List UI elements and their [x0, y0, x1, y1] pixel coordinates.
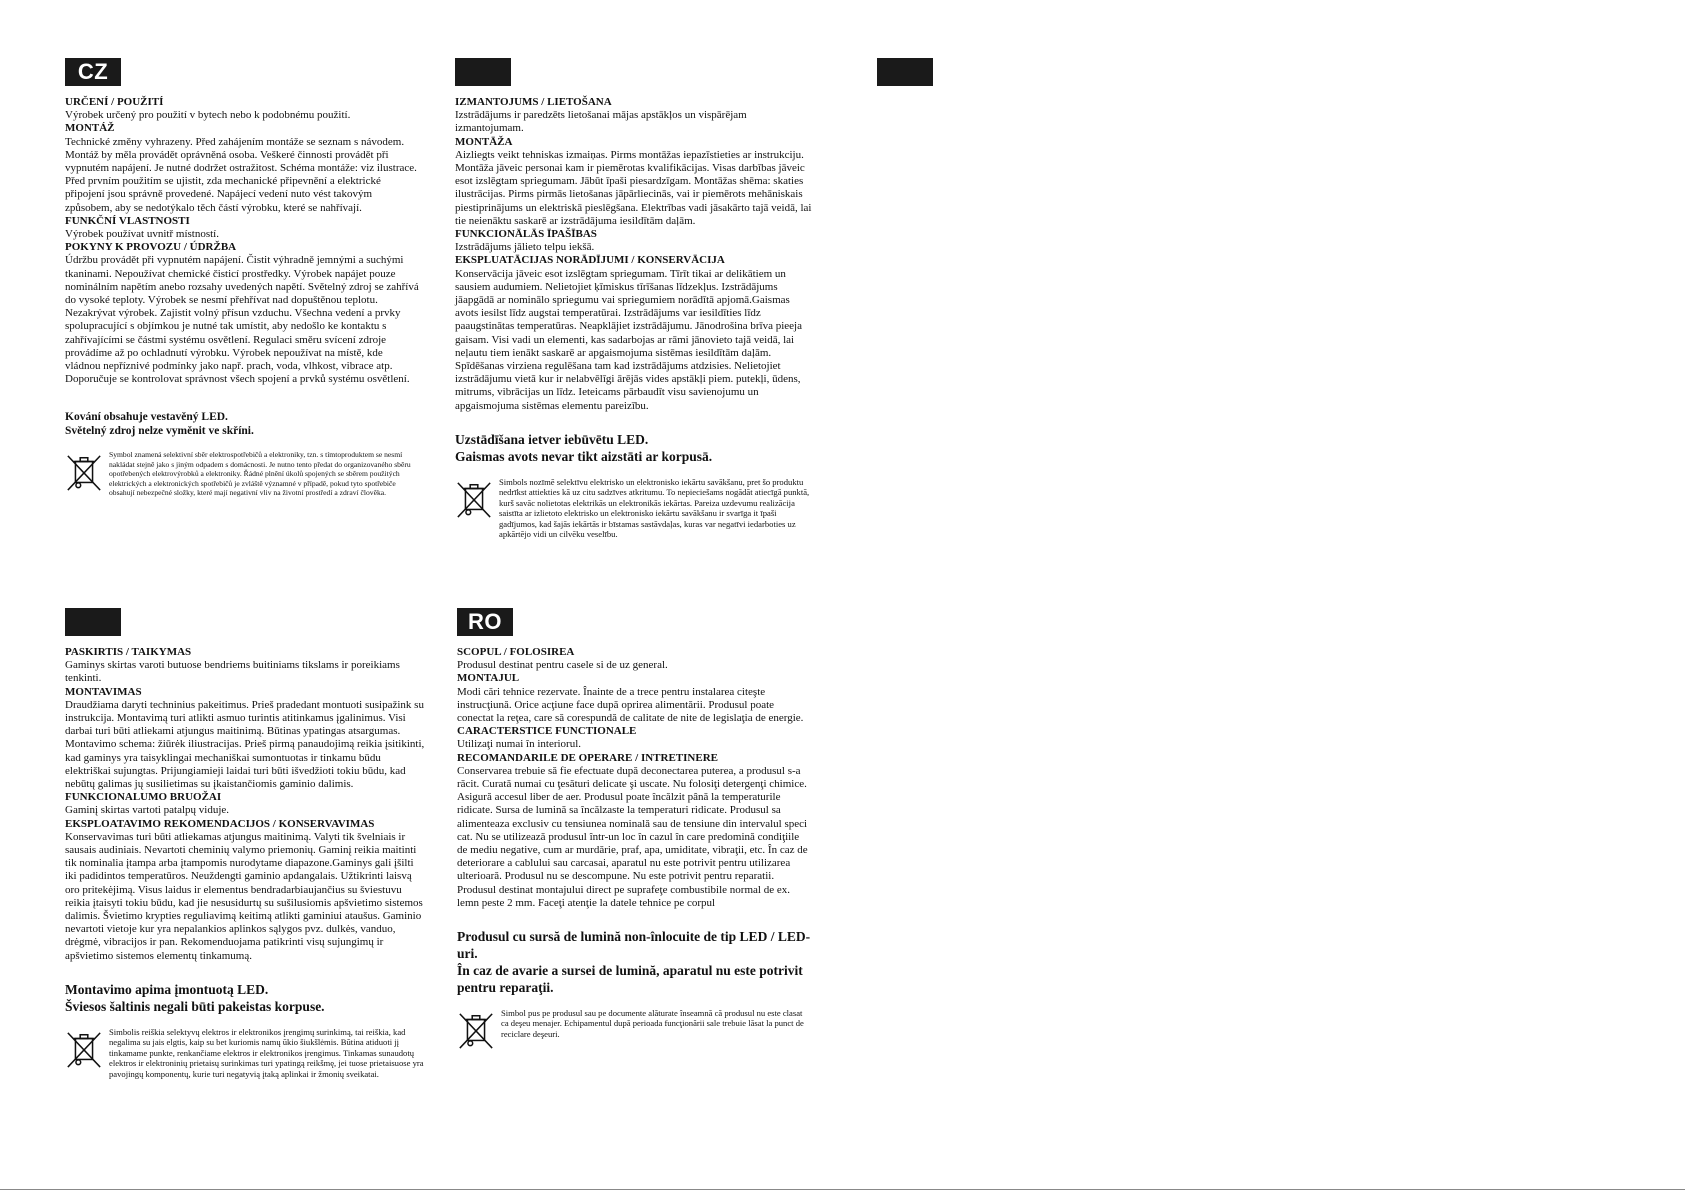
language-badge-ro: RO [457, 608, 513, 636]
led-note-line: Kování obsahuje vestavěný LED. [65, 411, 228, 424]
led-note-lv [455, 431, 815, 465]
language-badge-empty [877, 58, 933, 86]
led-note-line: Gaismas avots nevar tikt aizstāti ar korpusā. [455, 448, 713, 464]
section-body: Conservarea trebuie să fie efectuate după deconectarea puterea, a produsul s-a răcit. Curată numai cu ţesături delicate şi uscate. Nu folosiţi detergenţi chimice. Asigură accesul liber de aer. Produsul poate încălzit până la temperaturile ridicate. Sursa de lumină sa încălzaste la temperaturi ridicate. Produsul sa alimenteaza exclusiv cu tensiunea nominală sau de tensiune din intervalul speci cat. Nu se utilizează produsul într-un loc în cazul în care predomină condiţiile de mediu negative, cum ar murdărie, praf, apa, umiditate, vibraţii, etc. În caz de deteriorare a cablului sau carcasai, aparatul nu este potrivit pentru utilizarea ulterioară. Produsul nu se descompune. Nu este potrivit pentru reparatii. Produsul destinat montajului direct pe suprafeţe combustibile normal de ex. lemn peste 2 mm. Faceţi atenţie la datele tehnice pe corpul [457, 764, 808, 909]
section-body: Izstrādājums jālieto telpu iekšā. [455, 241, 595, 254]
section-title: URČENÍ / POUŽITÍ [65, 96, 164, 108]
crossed-out-wheelie-bin-icon [455, 479, 493, 519]
section-title: MONTÁŽ [65, 122, 115, 135]
section-body: Výrobek používat uvnitř místností. [65, 228, 219, 241]
section-title: MONTAVIMAS [65, 685, 142, 698]
panel-cz [65, 58, 420, 498]
section-title: FUNKČNÍ VLASTNOSTI [65, 214, 190, 227]
section-title: MONTĀŽA [455, 135, 513, 148]
sections-lv [455, 96, 815, 413]
led-note-line: În caz de avarie a sursei de lumină, aparatul nu este potrivit pentru reparaţii. [457, 963, 803, 996]
led-note-line: Produsul cu sursă de lumină non-înlocuite de tip LED / LED-uri. [457, 929, 811, 962]
led-note-line: Montavimo apima įmontuotą LED. [65, 981, 269, 997]
section-title: EKSPLOATAVIMO REKOMENDACIJOS / KONSERVAVIMAS [65, 817, 375, 830]
section-body: Utilizaţi numai în interiorul. [457, 738, 582, 751]
weee-notice-cz [65, 450, 420, 497]
weee-notice-lv [455, 477, 815, 539]
section-title: MONTAJUL [457, 672, 520, 685]
section-title: PASKIRTIS / TAIKYMAS [65, 646, 192, 658]
sections-lt [65, 646, 425, 963]
led-note-line: Uzstādīšana ietver iebūvētu LED. [455, 431, 649, 447]
language-badge-lt [65, 608, 121, 636]
section-body: Údržbu provádět při vypnutém napájení. Čistit výhradně jemnými a suchými tkaninami. Nepoužívat chemické čisticí prostředky. Výrobek napájet pouze nominálním napětím anebo rozsahy uvedených napětí. Světelný zdroj se zahřívá do vysoké teploty. Výrobek se nesmí přehřívat nad dopuštěnou teplotu. Nezakrývat výrobek. Zajistit volný přísun vzduchu. Všechna vedení a prvky spolupracující s objímkou je nutné tak umístit, aby nedošlo ke kontaktu s zahřívajícími se částmi systému osvětlení. Regulaci směru svícení zdroje provádíme až po ochladnutí výrobku. Výrobek nepoužívat na místě, kde vládnou nepříznivé podmínky jako např. prach, voda, vlhkost, vibrace atp. Doporučuje se kontrolovat správnost všech spojení a prvků systému osvětlení. [65, 254, 419, 386]
led-note-cz [65, 410, 420, 438]
crossed-out-wheelie-bin-icon [457, 1010, 495, 1050]
section-body: Technické změny vyhrazeny. Před zahájením montáže se seznam s návodem. Montáž by měla provádět oprávněná osoba. Veškeré činnosti provádět při vypnutém napájení. Je nutné dodržet ostražitost. Schéma montáže: viz ilustrace. Před prvním použitím se ujistit, zda mechanické připevnění a elektrické připojení jsou správně provedené. Napájecí vedení nuto vést takovým způsobem, aby se nedotýkalo těch částí výrobku, které se nahřívají. [65, 135, 417, 214]
section-title: SCOPUL / FOLOSIREA [457, 646, 575, 658]
section-body: Gaminį skirtas vartoti patalpų viduje. [65, 804, 230, 817]
section-title: RECOMANDARILE DE OPERARE / INTRETINERE [457, 751, 718, 764]
section-body: Konservācija jāveic esot izslēgtam spriegumam. Tīrīt tikai ar delikātiem un sausiem audumiem. Nelietojiet ķīmiskus tīrīšanas līdzekļus. Izstrādājums jāapgādā ar nominālo spriegumu vai spriegumiem norādītā apjomā.Gaismas avots iesilst līdz augstai temperatūrai. Izstrādājums var iesildīties līdz paaugstinātas temperatūras. Neapklājiet izstrādājumu. Jānodrošina brīva pieeja gaisam. Visi vadi un elementi, kas sadarbojas ar rāmi jānovieto tajā veidā, lai neļautu tiem ienākt saskarē ar apgaismojuma sistēmas iesildītām daļām. Spīdēšanas virziena regulēšana tam kad izstrādājums atdzisies. Nelietojiet izstrādājumu vietā kur ir nelabvēlīgi ārējās vides apstākļi piem. putekļi, ūdens, mitrums, vibrācijas un līdz. Ieteicams pārbaudīt visu savienojumu un apgaismojuma sistēmas elementu pareizību. [455, 267, 802, 412]
panel-lv [455, 58, 815, 539]
weee-text: Symbol znamená selektivní sběr elektrospotřebičů a elektroniky, tzn. s tímtoproduktem se nesmí nakládat stejně jako s jiným odpadem s domácnosti. Je nutno tento předat do organizovaného sběru opotřebených elektrovýrobků a elektroniky. Řádné plnění úkolů spojených se sběrem použitých elektrických a elektronických spotřebičů je zvláště významné v případě, pokud tyto spotřebiče obsahují nebezpečné složky, které mají negativní vliv na životní prostředí a zdraví člověka. [109, 450, 411, 498]
section-title: FUNKCIONALUMO BRUOŽAI [65, 791, 222, 804]
section-body: Produsul destinat pentru casele si de uz general. [457, 659, 668, 672]
section-body: Konservavimas turi būti atliekamas atjungus maitinimą. Valyti tik švelniais ir sausais audiniais. Nevartoti cheminių valymo priemonių. Gaminį reikia maitinti tik nominalia įtampa arba įtampomis nurodytame diapazone.Gaminys gali įšilti iki padidintos temperatūros. Neuždengti gaminio apdangalais. Užtikrinti laisvą oro pritekėjimą. Visus laidus ir elementus bendradarbiaujančius su šviestuvu reikia įtaisyti tokiu būdu, kad jie nesusidurtų su sušilusiomis apšvietimo sistemos dalimis. Švietimo krypties reguliavimą keitimą atlikti gaminiui ataušus. Gaminio nevartoti vietoje kur yra nepalankios aplinkos sąlygos pvz. dulkės, vanduo, drėgmė, vibracijos ir pan. Rekomenduojama patikrinti visų sujungimų ir apšvietimo sistemos elementų tinkamumą. [65, 830, 423, 962]
weee-notice-ro [457, 1008, 812, 1050]
section-body: Draudžiama daryti techninius pakeitimus. Prieš pradedant montuoti susipažink su instrukcija. Montavimą turi atlikti asmuo turintis atitinkamus įgalinimus. Visi darbai turi būti atliekami atjungus maitinimą. Būtinas ypatingas atsargumas. Montavimo schema: žiūrėk iliustracijas. Prieš pirmą panaudojimą reikia įsitikinti, kad gaminys yra taisyklingai mechaniškai sumontuotas ir tinkamu būdu elektriškai sujungtas. Prijungiamieji laidai turi būti išvedžioti tokiu būdu, kad nebūtų galimas jų susilietimas su įkaistančiomis gaminio dalimis. [65, 698, 425, 791]
weee-text: Simbol pus pe produsul sau pe documente alăturate înseamnă că produsul nu este clasat ca deşeu menajer. Echipamentul după perioada funcţionării sale trebuie lăsat la punct de reciclare deşeuri. [501, 1008, 804, 1039]
language-badge-cz: CZ [65, 58, 121, 86]
sections-cz [65, 96, 420, 386]
weee-text: Simbolis reiškia selektyvų elektros ir elektronikos įrengimų surinkimą, tai reiškia, kad negalima su jais elgtis, kaip su bet kuriomis namų ūkio šiukšlėmis. Būtina atiduoti jį tinkamame punkte, renkančiame elektros ir elektronikos įrengimus. Tinkamas sunaudotų elektros ir elektroninių prietaisų surinkimas turi ypatingą reikšmę, jei tuose prietaisuose yra pavojingų komponentų, kurie turi negatyvią įtaką aplinkai ir žmonių sveikatai. [109, 1026, 424, 1079]
weee-notice-lt [65, 1027, 425, 1079]
led-note-line: Světelný zdroj nelze vyměnit ve skříni. [65, 425, 254, 438]
section-body: Gaminys skirtas varoti butuose bendriems buitiniams tikslams ir poreikiams tenkinti. [65, 659, 400, 685]
section-title: IZMANTOJUMS / LIETOŠANA [455, 96, 612, 108]
led-note-ro [457, 928, 812, 996]
section-title: CARACTERSTICE FUNCTIONALE [457, 725, 637, 738]
panel-ro [457, 608, 812, 1050]
section-title: FUNKCIONĀLĀS ĪPAŠĪBAS [455, 228, 597, 241]
sections-ro [457, 646, 812, 910]
crossed-out-wheelie-bin-icon [65, 1029, 103, 1069]
weee-text: Simbols nozīmē selektīvu elektrisko un elektronisko iekārtu savākšanu, pret šo produktu nedrīkst attiekties kā uz citu sadzīves atkritumu. To nepieciešams nogādāt atiecīgā punktā, kurš savāc nolietotas elektrikās un elektronikās iekārtas. Pareiza uzdevumu realizācija saistīta ar izlietoto elektrisko un elektronisko iekārtu savākšanu ir svarīga it īpaši gadījumos, kad šajās iekārtās ir bīstamas sastāvdaļas, kuras var negatīvi iedarboties uz apkārtējo vidi un cilvēku veselību. [499, 476, 810, 539]
panel-lt [65, 608, 425, 1079]
language-badge-lv [455, 58, 511, 86]
section-title: POKYNY K PROVOZU / ÚDRŽBA [65, 241, 237, 254]
led-note-lt [65, 981, 425, 1015]
section-body: Modi cări tehnice rezervate. Înainte de a trece pentru instalarea citeşte instrucţiună. Orice acţiune face după oprirea alimentării. Produsul poate conectat la reţea, care să corespundă de calitate de nite de legislaţia de energie. [457, 685, 804, 725]
led-note-line: Šviesos šaltinis negali būti pakeistas korpuse. [65, 998, 325, 1014]
section-body: Výrobek určený pro použití v bytech nebo k podobnému použití. [65, 109, 351, 122]
crossed-out-wheelie-bin-icon [65, 452, 103, 492]
page-bottom-rule [0, 1189, 1685, 1190]
section-body: Izstrādājums ir paredzēts lietošanai mājas apstākļos un vispārējam izmantojumam. [455, 109, 747, 135]
section-title: EKSPLUATĀCIJAS NORĀDĪJUMI / KONSERVĀCIJA [455, 254, 725, 267]
section-body: Aizliegts veikt tehniskas izmaiņas. Pirms montāžas iepazīstieties ar instrukciju. Montāža jāveic personai kam ir piemērotas kvalifikācijas. Visas darbības jāveic esot izslēgtam spriegumam. Jābūt īpaši piesardzīgam. Montāžas shēma: skaties ilustrācijas. Pirms pirmās lietošanas jāpārliecinās, vai ir piemērots mehāniskais piestiprinājums un elektriskā pieslēgšana. Elektrības vadi jāsakārto tajā veidā, lai tie neienāktu saskarē ar izstrādājuma iesildītām daļām. [455, 148, 812, 227]
